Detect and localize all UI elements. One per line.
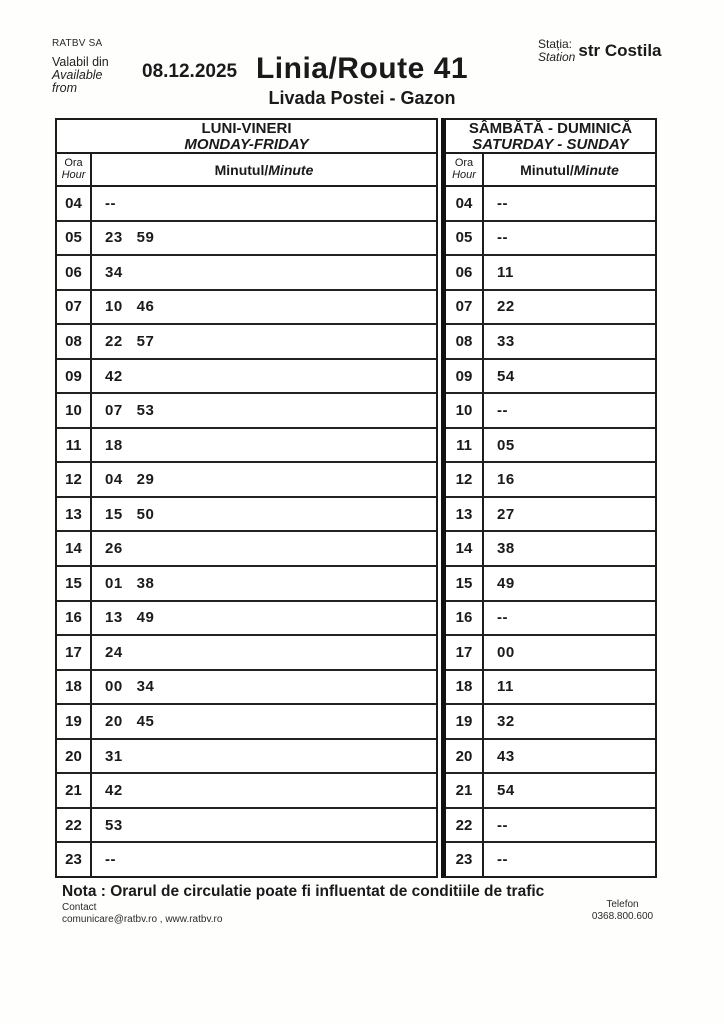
- table-row: [446, 703, 655, 738]
- table-row: [57, 254, 436, 289]
- table-row: [446, 565, 655, 600]
- hour-cell: 06: [446, 256, 484, 289]
- table-row: [57, 669, 436, 704]
- minute-label-separator: /: [264, 161, 269, 178]
- hour-cell: 16: [57, 602, 92, 635]
- minutes-cell: --: [105, 851, 116, 869]
- table-row: [57, 289, 436, 324]
- minutes-cell: 05: [497, 436, 515, 454]
- table-row: [57, 841, 436, 876]
- table-row: [446, 841, 655, 876]
- minute-label-separator: /: [569, 161, 574, 178]
- weekday-rows: [57, 187, 436, 876]
- hour-cell: 14: [446, 532, 484, 565]
- contact-block: [62, 902, 222, 926]
- contact-value: comunicare@ratbv.ro , www.ratbv.ro: [62, 914, 223, 925]
- minutes-cell: 22: [497, 298, 515, 316]
- valid-label-en-line1: Available: [52, 68, 103, 82]
- hour-cell: 13: [57, 498, 92, 531]
- minutes-cell: --: [497, 609, 508, 627]
- hour-cell: 20: [446, 740, 484, 773]
- table-row: [57, 461, 436, 496]
- table-row: [57, 187, 436, 220]
- minutes-cell: --: [497, 229, 508, 247]
- minutes-cell: 34: [105, 263, 123, 281]
- hour-cell: 15: [57, 567, 92, 600]
- table-row: [446, 254, 655, 289]
- minutes-cell: 07 53: [105, 402, 155, 420]
- minute-column-header: [92, 154, 436, 185]
- table-row: [446, 220, 655, 255]
- weekend-title-en: SATURDAY - SUNDAY: [472, 136, 629, 153]
- minutes-cell: 18: [105, 436, 123, 454]
- hour-cell: 08: [446, 325, 484, 358]
- hour-label-ro: Ora: [64, 157, 83, 169]
- minutes-cell: 54: [497, 782, 515, 800]
- weekend-section-header: [446, 120, 655, 154]
- hour-label-en: Hour: [61, 168, 86, 181]
- minutes-cell: 04 29: [105, 471, 155, 489]
- table-row: [446, 738, 655, 773]
- hour-cell: 11: [57, 429, 92, 462]
- hour-cell: 15: [446, 567, 484, 600]
- phone-block: [575, 899, 670, 923]
- minutes-cell: 42: [105, 782, 123, 800]
- minutes-cell: 26: [105, 540, 123, 558]
- weekday-title-en: MONDAY-FRIDAY: [184, 136, 309, 153]
- timetable: [55, 118, 657, 878]
- hour-cell: 07: [446, 291, 484, 324]
- station-label-en: Station: [538, 49, 576, 64]
- route-title: Linia/Route 41: [255, 52, 469, 85]
- minutes-cell: 33: [497, 332, 515, 350]
- minutes-cell: 20 45: [105, 712, 155, 730]
- minutes-cell: 43: [497, 747, 515, 765]
- table-row: [57, 565, 436, 600]
- valid-label-en-line2: from: [52, 81, 77, 95]
- table-row: [57, 496, 436, 531]
- table-row: [57, 772, 436, 807]
- table-row: [57, 634, 436, 669]
- hour-cell: 11: [446, 429, 484, 462]
- hour-cell: 20: [57, 740, 92, 773]
- minutes-cell: 01 38: [105, 574, 155, 592]
- phone-label: Telefon: [606, 899, 639, 910]
- table-row: [446, 669, 655, 704]
- minutes-cell: 22 57: [105, 332, 155, 350]
- hour-cell: 21: [446, 774, 484, 807]
- minutes-cell: 42: [105, 367, 123, 385]
- table-row: [446, 289, 655, 324]
- table-row: [57, 427, 436, 462]
- hour-cell: 14: [57, 532, 92, 565]
- table-row: [57, 392, 436, 427]
- table-row: [57, 323, 436, 358]
- hour-cell: 10: [446, 394, 484, 427]
- hour-cell: 22: [57, 809, 92, 842]
- minutes-cell: 49: [497, 574, 515, 592]
- hour-cell: 17: [446, 636, 484, 669]
- station-name: str Costila: [578, 41, 662, 60]
- minutes-cell: 10 46: [105, 298, 155, 316]
- hour-cell: 19: [57, 705, 92, 738]
- minutes-cell: --: [105, 194, 116, 212]
- table-row: [57, 703, 436, 738]
- minute-label-en: Minute: [268, 161, 314, 178]
- minutes-cell: --: [497, 402, 508, 420]
- table-row: [446, 807, 655, 842]
- weekday-title-ro: LUNI-VINERI: [201, 120, 292, 137]
- minutes-cell: 54: [497, 367, 515, 385]
- hour-cell: 08: [57, 325, 92, 358]
- hour-cell: 18: [446, 671, 484, 704]
- table-row: [57, 600, 436, 635]
- hour-cell: 22: [446, 809, 484, 842]
- weekend-column-header: [446, 154, 655, 187]
- table-row: [446, 461, 655, 496]
- minutes-cell: 53: [105, 816, 123, 834]
- table-row: [446, 427, 655, 462]
- table-row: [57, 738, 436, 773]
- minutes-cell: 15 50: [105, 505, 155, 523]
- station-block: [538, 38, 662, 63]
- minutes-cell: 16: [497, 471, 515, 489]
- table-row: [446, 530, 655, 565]
- minutes-cell: 27: [497, 505, 515, 523]
- hour-cell: 04: [446, 187, 484, 220]
- hour-cell: 16: [446, 602, 484, 635]
- hour-cell: 17: [57, 636, 92, 669]
- table-row: [57, 220, 436, 255]
- hour-cell: 13: [446, 498, 484, 531]
- minutes-cell: --: [497, 851, 508, 869]
- table-row: [446, 323, 655, 358]
- hour-cell: 18: [57, 671, 92, 704]
- minutes-cell: 31: [105, 747, 123, 765]
- phone-value: 0368.800.600: [591, 911, 654, 922]
- table-row: [57, 358, 436, 393]
- hour-cell: 12: [446, 463, 484, 496]
- hour-label-ro: Ora: [454, 157, 474, 169]
- hour-cell: 04: [57, 187, 92, 220]
- table-row: [446, 772, 655, 807]
- station-label-ro: Stația:: [538, 37, 573, 51]
- hour-cell: 07: [57, 291, 92, 324]
- weekday-table: [55, 118, 438, 878]
- minutes-cell: 13 49: [105, 609, 155, 627]
- minutes-cell: 11: [497, 263, 514, 281]
- table-row: [57, 807, 436, 842]
- hour-cell: 10: [57, 394, 92, 427]
- valid-date: 08.12.2025: [142, 61, 238, 82]
- weekend-title-ro: SÂMBĂTĂ - DUMINICĂ: [468, 120, 633, 137]
- hour-cell: 06: [57, 256, 92, 289]
- minutes-cell: 38: [497, 540, 515, 558]
- hour-cell: 23: [57, 843, 92, 876]
- minutes-cell: 32: [497, 712, 515, 730]
- hour-cell: 09: [57, 360, 92, 393]
- minutes-cell: --: [497, 816, 508, 834]
- hour-label-en: Hour: [452, 168, 476, 181]
- minute-label-en: Minute: [573, 161, 619, 178]
- minutes-cell: 11: [497, 678, 514, 696]
- table-row: [446, 496, 655, 531]
- table-row: [446, 634, 655, 669]
- hour-column-header: [57, 154, 92, 185]
- company-name: RATBV SA: [52, 38, 103, 49]
- hour-cell: 09: [446, 360, 484, 393]
- weekend-table: [441, 118, 657, 878]
- contact-label: Contact: [62, 902, 97, 913]
- hour-column-header: [446, 154, 484, 185]
- table-row: [446, 187, 655, 220]
- hour-cell: 05: [57, 222, 92, 255]
- table-row: [446, 392, 655, 427]
- minute-column-header: [484, 154, 655, 185]
- minutes-cell: --: [497, 194, 508, 212]
- traffic-note: Nota : Orarul de circulatie poate fi influentat de conditiile de trafic: [62, 883, 545, 900]
- hour-cell: 12: [57, 463, 92, 496]
- minutes-cell: 23 59: [105, 229, 155, 247]
- hour-cell: 23: [446, 843, 484, 876]
- minute-label-ro: Minutul: [520, 161, 570, 178]
- minute-label-ro: Minutul: [214, 161, 265, 178]
- minutes-cell: 24: [105, 643, 123, 661]
- weekday-section-header: [57, 120, 436, 154]
- table-row: [446, 358, 655, 393]
- hour-cell: 19: [446, 705, 484, 738]
- valid-label-ro: Valabil din: [52, 55, 109, 69]
- weekday-column-header: [57, 154, 436, 187]
- table-row: [57, 530, 436, 565]
- hour-cell: 21: [57, 774, 92, 807]
- route-subtitle: Livada Postei - Gazon: [268, 88, 456, 108]
- weekend-rows: [446, 187, 655, 876]
- table-row: [446, 600, 655, 635]
- hour-cell: 05: [446, 222, 484, 255]
- minutes-cell: 00 34: [105, 678, 155, 696]
- minutes-cell: 00: [497, 643, 515, 661]
